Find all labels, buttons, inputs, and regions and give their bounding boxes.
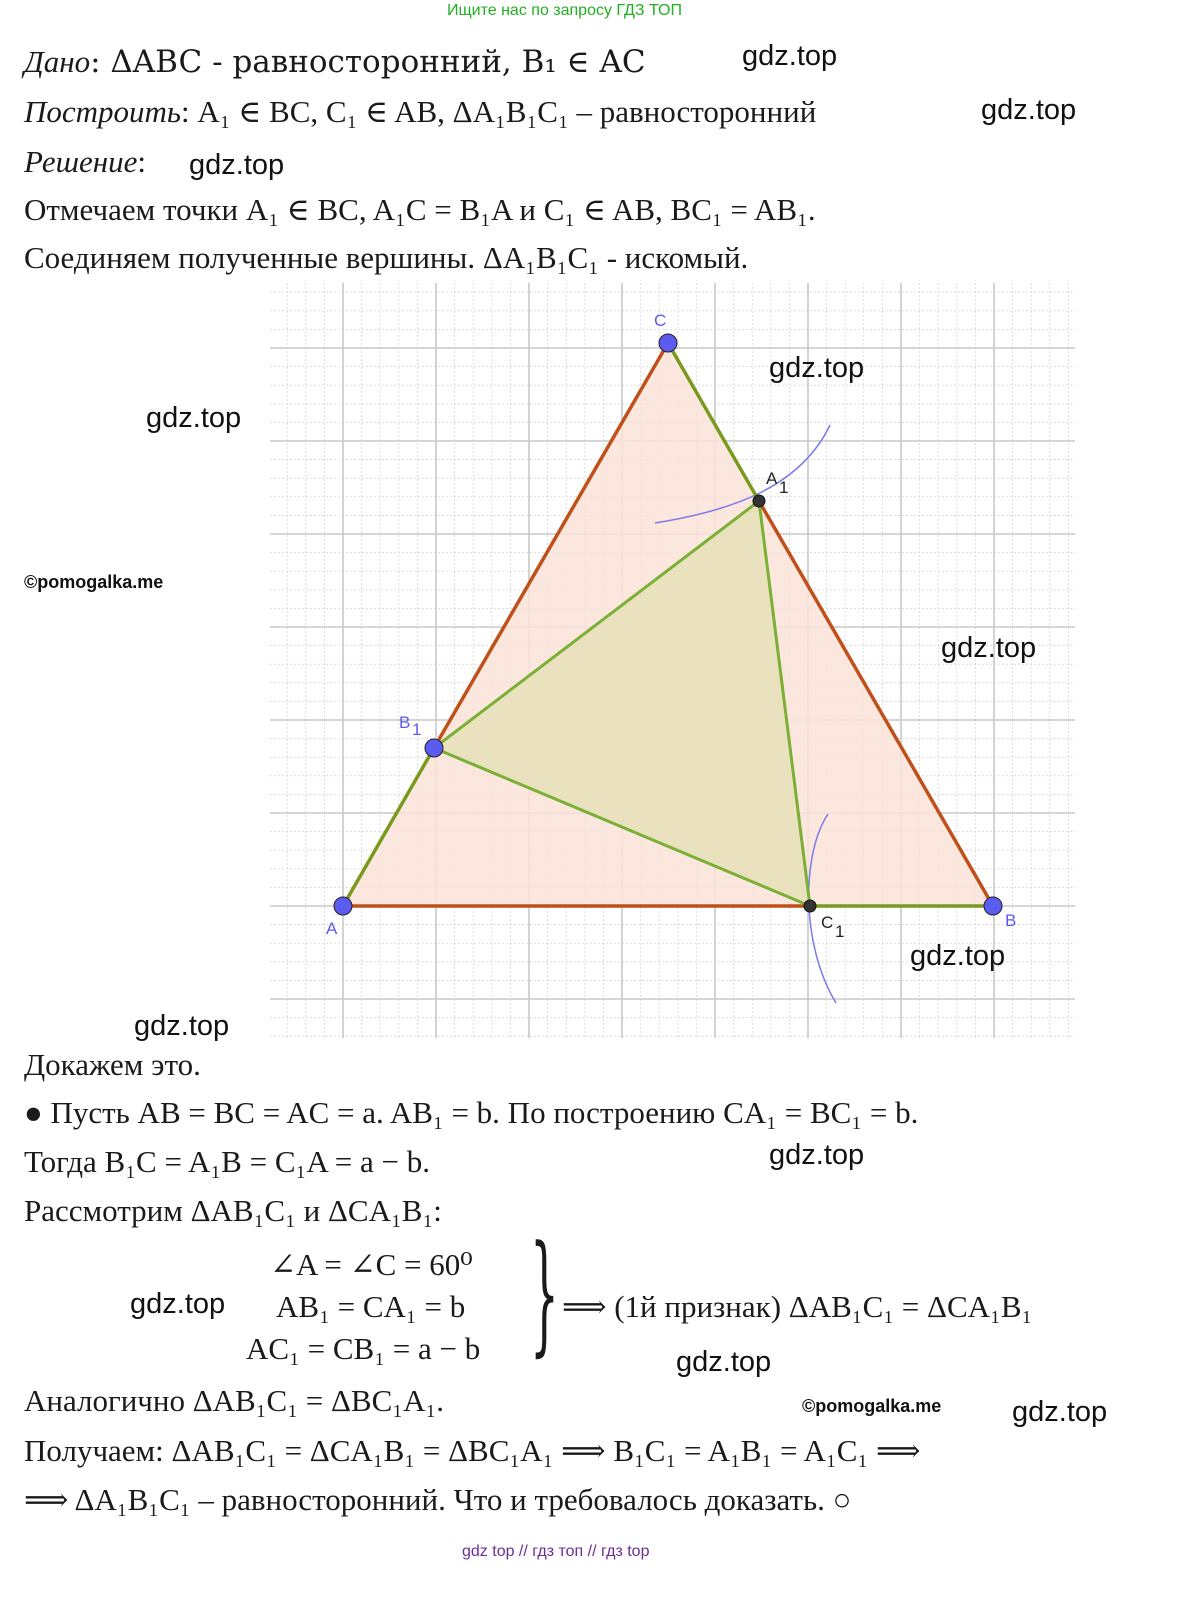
watermark-gdz: gdz.top	[769, 1139, 865, 1171]
step-1: Отмечаем точки A₁ ∈ BC, A₁C = B₁A и C₁ ∈ AB, BC₁ = AB₁.	[24, 192, 816, 227]
system-line-1: ∠A = ∠C = 60⁰	[270, 1247, 473, 1282]
construct-line	[24, 94, 816, 130]
solution-line	[24, 144, 146, 180]
system-brace: }	[530, 1217, 559, 1369]
point-b	[984, 897, 1002, 915]
system-line-2: AB₁ = CA₁ = b	[276, 1289, 466, 1324]
construct-label: Построить	[24, 94, 182, 129]
proof-line-3: Рассмотрим ΔAB₁C₁ и ΔCA₁B₁:	[24, 1193, 442, 1228]
construct-text: : A₁ ∈ BC, C₁ ∈ AB, ΔA₁B₁C₁ – равносторонний	[181, 94, 817, 129]
point-b1	[425, 739, 443, 757]
proof-intro: Докажем это.	[24, 1047, 201, 1082]
proof-line-1: ● Пусть AB = BC = AC = a. AB₁ = b. По построению CA₁ = BC₁ = b.	[24, 1095, 919, 1130]
label-b: B	[1005, 911, 1017, 930]
system-line-3: AC₁ = CB₁ = a − b	[246, 1331, 481, 1366]
watermark-gdz: gdz.top	[134, 1010, 230, 1042]
watermark-gdz: gdz.top	[769, 352, 865, 384]
proof-line-4: Аналогично ΔAB₁C₁ = ΔBC₁A₁.	[24, 1383, 445, 1418]
label-c: C	[654, 311, 667, 330]
watermark-gdz: gdz.top	[941, 632, 1037, 664]
watermark-pomogalka: ©pomogalka.me	[802, 1396, 942, 1416]
solution-label: Решение	[24, 144, 138, 179]
watermark-gdz: gdz.top	[1012, 1396, 1108, 1428]
footer-links[interactable]: gdz top // гдз топ // гдз top	[462, 1543, 650, 1560]
proof-line-5: Получаем: ΔAB₁C₁ = ΔCA₁B₁ = ΔBC₁A₁ ⟹ B₁C₁ = A₁B₁ = A₁C₁ ⟹	[24, 1433, 921, 1468]
watermark-gdz: gdz.top	[742, 40, 838, 72]
watermark-gdz: gdz.top	[189, 149, 285, 181]
proof-line-2: Тогда B₁C = A₁B = C₁A = a − b.	[24, 1144, 430, 1179]
watermark-gdz: gdz.top	[981, 94, 1077, 126]
label-a1: A	[766, 469, 778, 488]
label-a: A	[326, 919, 338, 938]
label-c1-sub: 1	[835, 922, 845, 941]
point-a1	[753, 495, 765, 507]
watermark-pomogalka: ©pomogalka.me	[24, 572, 164, 592]
given-line	[24, 44, 646, 80]
solution-colon: :	[137, 144, 146, 179]
system-conclusion: ⟹ (1й признак) ΔAB₁C₁ = ΔCA₁B₁	[562, 1289, 1033, 1324]
step-2: Соединяем полученные вершины. ΔA₁B₁C₁ - искомый.	[24, 240, 749, 275]
given-text: : ΔABC - равносторонний, B₁ ∈ AC	[90, 44, 646, 80]
label-b1: B	[399, 713, 411, 732]
label-c1: C	[821, 913, 834, 932]
watermark-gdz: gdz.top	[910, 940, 1006, 972]
watermark-gdz: gdz.top	[130, 1288, 226, 1320]
watermark-gdz: gdz.top	[676, 1346, 772, 1378]
watermark-gdz: gdz.top	[146, 402, 242, 434]
given-label: Дано	[24, 44, 91, 79]
point-c1	[804, 900, 816, 912]
search-promo-link[interactable]: Ищите нас по запросу ГДЗ ТОП	[447, 2, 682, 19]
label-b1-sub: 1	[412, 720, 422, 739]
label-a1-sub: 1	[779, 478, 789, 497]
point-a	[334, 897, 352, 915]
point-c	[659, 334, 677, 352]
proof-line-6: ⟹ ΔA₁B₁C₁ – равносторонний. Что и требовалось доказать. ○	[24, 1482, 852, 1517]
